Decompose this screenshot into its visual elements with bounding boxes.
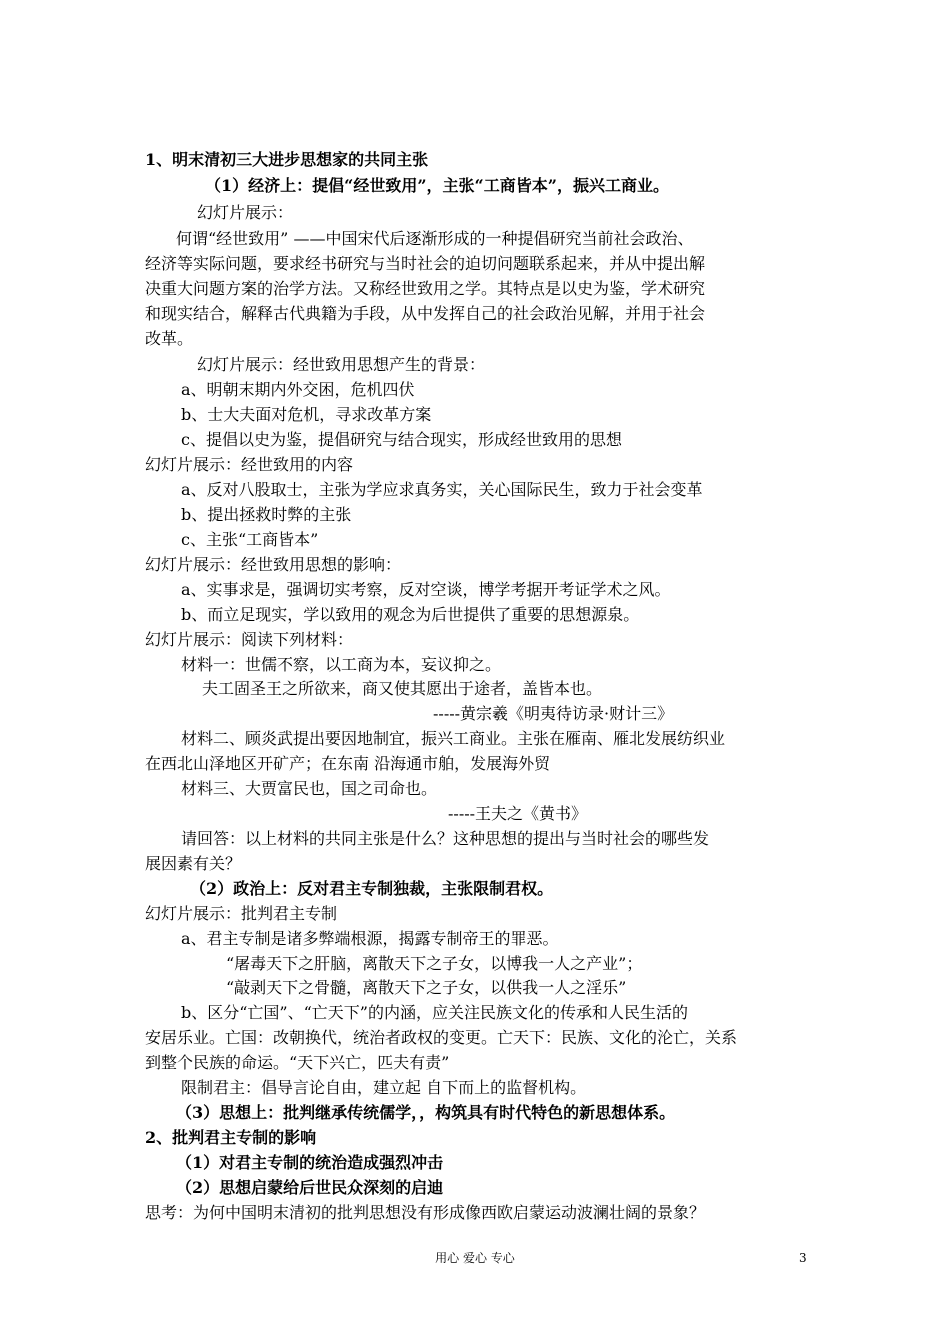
text-line: 幻灯片展示：经世致用的内容 bbox=[145, 455, 354, 474]
text-line: 幻灯片展示：经世致用思想的影响： bbox=[145, 555, 402, 574]
text-line: 请回答：以上材料的共同主张是什么？这种思想的提出与当时社会的哪些发 bbox=[181, 829, 710, 848]
text-line: -----王夫之《黄书》 bbox=[448, 804, 588, 823]
text-line: 思考：为何中国明末清初的批判思想没有形成像西欧启蒙运动波澜壮阔的景象？ bbox=[145, 1203, 706, 1222]
text-line: 安居乐业。亡国：改朝换代，统治者政权的变更。亡天下：民族、文化的沦亡，关系 bbox=[145, 1028, 738, 1047]
text-line: 材料二、顾炎武提出要因地制宜，振兴工商业。主张在雁南、雁北发展纺织业 bbox=[181, 729, 726, 748]
text-line: b、士大夫面对危机，寻求改革方案 bbox=[181, 405, 432, 424]
text-line: c、主张“工商皆本” bbox=[181, 530, 319, 549]
text-line: b、区分“亡国”、“亡天下”的内涵，应关注民族文化的传承和人民生活的 bbox=[181, 1003, 688, 1022]
text-line: “敲剥天下之骨髓，离散天下之子女，以供我一人之淫乐” bbox=[226, 978, 627, 997]
text-line: （3）思想上：批判继承传统儒学，，构筑具有时代特色的新思想体系。 bbox=[176, 1103, 676, 1122]
text-line: 夫工固圣王之所欲来，商又使其愿出于途者，盖皆本也。 bbox=[202, 679, 603, 698]
text-line: 展因素有关？ bbox=[145, 854, 242, 873]
text-line: （2）思想启蒙给后世民众深刻的启迪 bbox=[176, 1178, 444, 1197]
text-line: 在西北山泽地区开矿产；在东南 沿海通市舶，发展海外贸 bbox=[145, 754, 551, 773]
text-line: 改革。 bbox=[145, 329, 194, 348]
text-line: 幻灯片展示：经世致用思想产生的背景： bbox=[197, 355, 486, 374]
page-footer: 用心 爱心 专心 bbox=[435, 1251, 515, 1265]
text-line: 到整个民族的命运。“天下兴亡，匹夫有责” bbox=[145, 1053, 450, 1072]
text-line: （2）政治上：反对君主专制独裁，主张限制君权。 bbox=[190, 879, 554, 898]
text-line: 决重大问题方案的治学方法。又称经世致用之学。其特点是以史为鉴，学术研究 bbox=[145, 279, 706, 298]
text-line: 何谓“经世致用” ——中国宋代后逐渐形成的一种提倡研究当前社会政治、 bbox=[176, 229, 694, 248]
page-number: 3 bbox=[799, 1251, 807, 1265]
text-line: 材料一：世儒不察，以工商为本，妄议抑之。 bbox=[181, 655, 502, 674]
text-line: 1、明末清初三大进步思想家的共同主张 bbox=[145, 150, 429, 169]
text-line: 经济等实际问题，要求经书研究与当时社会的迫切问题联系起来，并从中提出解 bbox=[145, 254, 706, 273]
text-line: 和现实结合，解释古代典籍为手段，从中发挥自己的社会政治见解，并用于社会 bbox=[145, 304, 706, 323]
text-line: （1）经济上：提倡“经世致用”，主张“工商皆本”，振兴工商业。 bbox=[205, 176, 669, 195]
text-line: c、提倡以史为鉴，提倡研究与结合现实，形成经世致用的思想 bbox=[181, 430, 622, 449]
text-line: a、实事求是，强调切实考察，反对空谈，博学考据开考证学术之风。 bbox=[181, 580, 671, 599]
text-line: 材料三、大贾富民也，国之司命也。 bbox=[181, 779, 438, 798]
text-line: 幻灯片展示：阅读下列材料： bbox=[145, 630, 354, 649]
text-line: 幻灯片展示：批判君主专制 bbox=[145, 904, 338, 923]
text-line: b、提出拯救时弊的主张 bbox=[181, 505, 352, 524]
text-line: 2、批判君主专制的影响 bbox=[145, 1128, 317, 1147]
text-line: a、君主专制是诸多弊端根源，揭露专制帝王的罪恶。 bbox=[181, 929, 559, 948]
text-line: （1）对君主专制的统治造成强烈冲击 bbox=[176, 1153, 444, 1172]
text-line: a、反对八股取士，主张为学应求真务实，关心国际民生，致力于社会变革 bbox=[181, 480, 703, 499]
text-line: 幻灯片展示： bbox=[197, 203, 294, 222]
text-line: 限制君主：倡导言论自由，建立起 自下而上的监督机构。 bbox=[181, 1078, 587, 1097]
text-line: “屠毒天下之肝脑，离散天下之子女，以博我一人之产业”； bbox=[226, 954, 643, 973]
text-line: a、明朝末期内外交困，危机四伏 bbox=[181, 380, 415, 399]
text-line: -----黄宗羲《明夷待访录·财计三》 bbox=[433, 704, 674, 723]
text-line: b、而立足现实，学以致用的观念为后世提供了重要的思想源泉。 bbox=[181, 605, 640, 624]
